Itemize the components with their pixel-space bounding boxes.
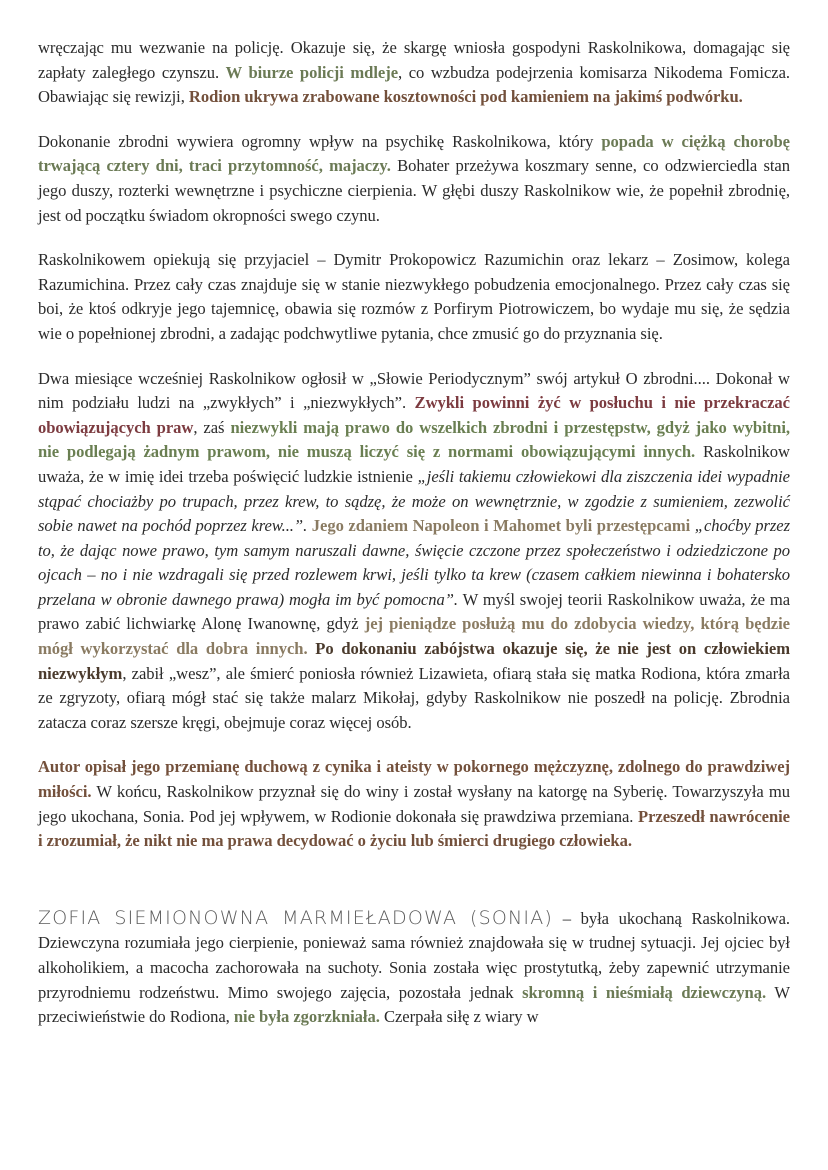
highlighted-text: Zwykli powinni żyć w posłuchu i nie przekraczać obowiązujących praw (38, 393, 790, 437)
paragraph-sonia (38, 906, 790, 1030)
highlighted-text: nie była zgorzkniała. (233, 1007, 380, 1027)
highlighted-text: jej pieniądze posłużą mu do zdobycia wiedzy, którą będzie mógł wykorzystać dla dobra innych. (38, 614, 790, 659)
highlighted-text: „choćby przez to, że dając nowe prawo, tym samym naruszali dawne, święcie czczone przez społeczeństwo i odziedziczone po ojcach – no i nie wzdragali się przed rozlewem krwi, jeśli tylko ta krew (czasem całkiem niewinna i bohatersko przelana w obronie dawnego prawa) mogła im być pomocna”. (38, 516, 790, 609)
paragraph-transformation (38, 755, 790, 853)
text-segment: , zaś (193, 417, 231, 437)
highlighted-text: „jeśli takiemu człowiekowi dla ziszczenia idei wypadnie stąpać chociażby po trupach, przez krew, to sądzę, że może on wewnętrznie, w zgodzie z sumieniem, zezwolić sobie nawet na pochód poprzez krew...”. (38, 466, 790, 536)
text-segment: W myśl swojej teorii Raskolnikow uważa, że ma prawo zabić lichwiarkę Alonę Iwanownę, gdyż (38, 589, 791, 634)
text-segment: , co wzbudza podejrzenia komisarza Nikodema Fomicza. Obawiając się rewizji, (38, 62, 790, 107)
text-segment: W końcu, Raskolnikow przyznał się do winy i został wysłany na katorgę na Syberię. Towarzyszyła mu jego ukochana, Sonia. Pod jej wpływem, w Rodionie dokonała się prawdziwa przemiana. (38, 782, 790, 826)
text-segment: Bohater przeżywa koszmary senne, co odzwierciedla stan jego duszy, rozterki wewnętrzne i psychiczne cierpienia. W głębi duszy Raskolnikow wie, że popełnił zbrodnię, jest od początku świadom okropności swego czynu. (38, 156, 790, 225)
text-segment: W przeciwieństwie do Rodiona, (38, 982, 790, 1027)
highlighted-text: Przeszedł nawrócenie i zrozumiał, że nikt nie ma prawa decydować o życiu lub śmierci drugiego człowieka. (38, 806, 790, 851)
section-heading: ZOFIA SIEMIONOWNA MARMIEŁADOWA (SONIA) (38, 906, 554, 929)
highlighted-text: Autor opisał jego przemianę duchową z cynika i ateisty w pokornego mężczyznę, zdolnego do prawdziwej miłości. (38, 757, 790, 802)
highlighted-text: Rodion ukrywa zrabowane kosztowności pod kamieniem na jakimś podwórku. (188, 87, 743, 107)
highlighted-text: skromną i nieśmiałą dziewczyną. (522, 982, 767, 1002)
highlighted-text: niezwykli mają prawo do wszelkich zbrodni i przestępstw, gdyż jako wybitni, nie podlegają żadnym prawom, nie muszą liczyć się z normami obowiązującymi innych. (38, 417, 790, 462)
document-page (38, 36, 790, 1030)
highlighted-text: Po dokonaniu zabójstwa okazuje się, że nie jest on człowiekiem niezwykłym (38, 639, 791, 683)
highlighted-text: popada w ciężką chorobę trwającą cztery dni, traci przytomność, majaczy. (38, 131, 790, 176)
text-segment: Raskolnikow uważa, że w imię idei trzeba poświęcić ludzkie istnienie (38, 442, 790, 486)
text-segment: wręczając mu wezwanie na policję. Okazuje się, że skargę wniosła gospodyni Raskolnikowa, domagając się zapłaty zaległego czynszu. (38, 38, 790, 82)
text-segment: Czerpała siłę z wiary w (379, 1007, 539, 1027)
text-segment: Dokonanie zbrodni wywiera ogromny wpływ na psychikę Raskolnikowa, który (38, 131, 602, 151)
paragraph-theory (38, 367, 790, 736)
highlighted-text: W biurze policji mdleje (225, 62, 399, 82)
paragraph-caretakers (38, 248, 790, 346)
text-segment: – była ukochaną Raskolnikowa. Dziewczyna rozumiała jego cierpienie, ponieważ sama również znajdowała się w trudnej sytuacji. Jej ojciec był alkoholikiem, a macocha zachorowała na suchoty. Sonia została więc prostytutką, żeby zapewnić utrzymanie przyrodniemu rodzeństwu. Mimo swojego zajęcia, pozostała jednak (38, 908, 790, 1002)
text-segment: , zabił „wesz”, ale śmierć poniosła również Lizawieta, ofiarą stała się matka Rodiona, która zmarła ze zgryzoty, ofiarą mógł stać się także malarz Mikołaj, gdyby Raskolnikow nie poszedł na policję. Zbrodnia zatacza coraz szersze kręgi, obejmuje coraz więcej osób. (38, 663, 790, 732)
paragraph-illness (38, 130, 790, 228)
text-segment: Dwa miesiące wcześniej Raskolnikow ogłosił w „Słowie Periodycznym” swój artykuł O zbrodni.... Dokonał w nim podziału ludzi na „zwykłych” i „niezwykłych”. (38, 368, 790, 413)
highlighted-text: Jego zdaniem Napoleon i Mahomet byli przestępcami (311, 516, 691, 536)
paragraph-arrest (38, 36, 790, 110)
text-segment: Raskolnikowem opiekują się przyjaciel – Dymitr Prokopowicz Razumichin oraz lekarz – Zosimow, kolega Razumichina. Przez cały czas znajduje się w stanie niezwykłego pobudzenia emocjonalnego. Przez cały czas się boi, że ktoś odkryje jego tajemnicę, obawia się rozmów z Porfirym Piotrowiczem, bo wydaje mu się, że sędzia wie o popełnionej zbrodni, a zadając podchwytliwe pytania, chce zmusić go do przyznania się. (38, 250, 790, 343)
